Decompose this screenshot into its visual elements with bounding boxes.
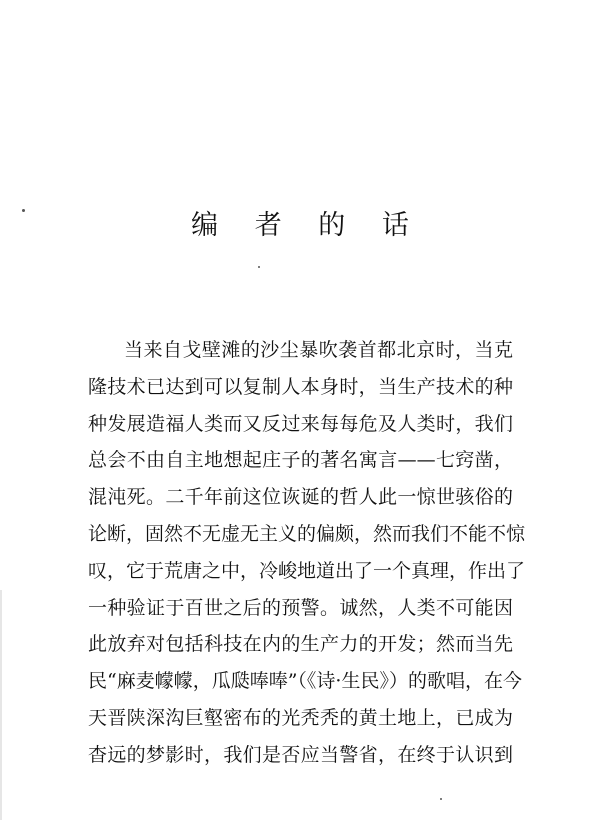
- page-title: 编 者 的 话: [191, 210, 423, 241]
- text-line: 天晋陕深沟巨壑密布的光秃秃的黄土地上，已成为: [88, 706, 513, 729]
- scan-speck: [22, 209, 25, 212]
- scan-edge-shadow: [0, 590, 2, 820]
- text-line: 种发展造福人类而又反过来每每危及人类时，我们: [88, 412, 513, 435]
- text-line: 此放弃对包括科技在内的生产力的开发；然而当先: [88, 633, 513, 656]
- text-line: 当来自戈壁滩的沙尘暴吹袭首都北京时，当克: [124, 339, 513, 361]
- text-line: 一种验证于百世之后的预警。诚然，人类不可能因: [88, 596, 513, 619]
- text-line: 论断，固然不无虚无主义的偏颇，然而我们不能不惊: [88, 522, 526, 545]
- scan-speck: [258, 266, 260, 268]
- text-line: 杳远的梦影时，我们是否应当警省，在终于认识到: [88, 743, 513, 766]
- text-line: 叹，它于荒唐之中，冷峻地道出了一个真理，作出了: [88, 559, 526, 582]
- text-line: 民“麻麦幪幪，瓜瓞唪唪”（《诗·生民》）的歌唱，在今: [88, 670, 522, 693]
- text-line: 总会不由自主地想起庄子的著名寓言——七窍凿，: [88, 449, 513, 472]
- body-paragraph: [88, 332, 526, 774]
- text-line: 隆技术已达到可以复制人本身时，当生产技术的种: [88, 375, 513, 398]
- text-line: 混沌死。二千年前这位诙诞的哲人此一惊世骇俗的: [88, 486, 513, 509]
- scan-speck: [440, 798, 442, 800]
